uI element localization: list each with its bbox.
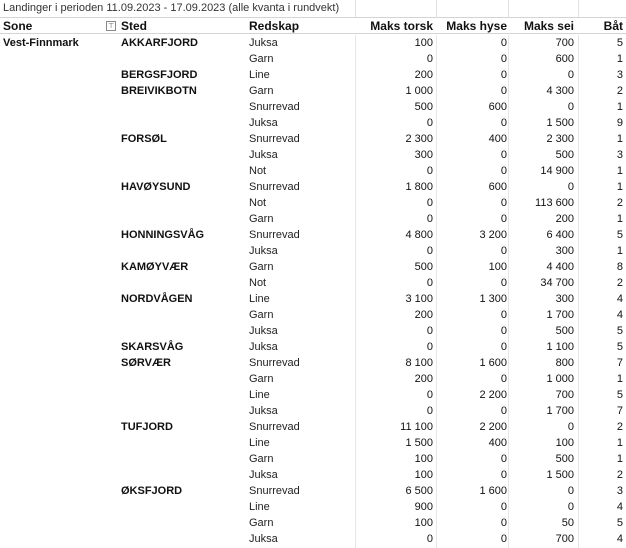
cell-maks-hyse: 0 <box>500 165 507 177</box>
cell-sted: SKARSVÅG <box>121 341 184 353</box>
cell-maks-hyse: 0 <box>500 53 507 65</box>
cell-maks-sei: 0 <box>567 69 574 81</box>
table-row <box>0 259 626 275</box>
cell-bat: 8 <box>616 261 623 273</box>
column-header-maks-hyse[interactable]: Maks hyse <box>446 19 507 33</box>
cell-maks-sei: 500 <box>555 149 574 161</box>
table-row <box>0 339 626 355</box>
cell-redskap: Snurrevad <box>249 421 300 433</box>
column-header-maks-torsk[interactable]: Maks torsk <box>370 19 433 33</box>
cell-redskap: Not <box>249 165 267 177</box>
column-header-sted[interactable]: Sted <box>121 19 148 33</box>
cell-maks-sei: 4 400 <box>546 261 574 273</box>
cell-maks-torsk: 8 100 <box>405 357 433 369</box>
cell-maks-sei: 0 <box>567 101 574 113</box>
cell-bat: 2 <box>616 85 623 97</box>
table-row <box>0 131 626 147</box>
cell-maks-torsk: 100 <box>414 453 433 465</box>
cell-maks-torsk: 500 <box>414 101 433 113</box>
cell-bat: 7 <box>616 405 623 417</box>
cell-maks-torsk: 0 <box>426 197 433 209</box>
cell-bat: 1 <box>616 101 623 113</box>
cell-maks-torsk: 300 <box>414 149 433 161</box>
cell-maks-hyse: 1 600 <box>479 485 507 497</box>
table-row <box>0 515 626 531</box>
cell-maks-hyse: 400 <box>488 133 507 145</box>
table-row <box>0 147 626 163</box>
table-row <box>0 419 626 435</box>
cell-redskap: Juksa <box>249 37 278 49</box>
table-row <box>0 499 626 515</box>
column-header-maks-sei[interactable]: Maks sei <box>523 19 574 33</box>
cell-bat: 5 <box>616 325 623 337</box>
table-row <box>0 243 626 259</box>
cell-bat: 1 <box>616 133 623 145</box>
cell-bat: 5 <box>616 229 623 241</box>
cell-maks-sei: 0 <box>567 501 574 513</box>
report-title: Landinger i perioden 11.09.2023 - 17.09.2023 (alle kvanta i rundvekt) <box>3 2 340 14</box>
cell-maks-hyse: 0 <box>500 85 507 97</box>
table-row <box>0 531 626 547</box>
cell-maks-hyse: 2 200 <box>479 389 507 401</box>
cell-maks-sei: 1 700 <box>546 405 574 417</box>
table-row <box>0 387 626 403</box>
cell-maks-hyse: 600 <box>488 101 507 113</box>
cell-maks-hyse: 0 <box>500 533 507 545</box>
column-header-sone[interactable]: Sone <box>3 19 33 33</box>
title-divider <box>508 0 509 17</box>
cell-maks-hyse: 0 <box>500 325 507 337</box>
cell-maks-sei: 0 <box>567 421 574 433</box>
cell-maks-sei: 800 <box>555 357 574 369</box>
cell-bat: 5 <box>616 37 623 49</box>
table-header <box>0 17 626 34</box>
cell-bat: 2 <box>616 421 623 433</box>
cell-redskap: Juksa <box>249 405 278 417</box>
cell-redskap: Juksa <box>249 325 278 337</box>
table-row <box>0 467 626 483</box>
table-row <box>0 483 626 499</box>
cell-maks-sei: 1 000 <box>546 373 574 385</box>
cell-maks-torsk: 3 100 <box>405 293 433 305</box>
cell-maks-sei: 1 500 <box>546 117 574 129</box>
cell-bat: 1 <box>616 245 623 257</box>
cell-sted: FORSØL <box>121 133 167 145</box>
cell-bat: 1 <box>616 373 623 385</box>
cell-bat: 1 <box>616 437 623 449</box>
cell-maks-sei: 1 500 <box>546 469 574 481</box>
cell-redskap: Garn <box>249 213 274 225</box>
cell-maks-sei: 0 <box>567 181 574 193</box>
cell-maks-sei: 300 <box>555 245 574 257</box>
cell-maks-sei: 700 <box>555 37 574 49</box>
cell-maks-hyse: 0 <box>500 213 507 225</box>
cell-sted: BREIVIKBOTN <box>121 85 197 97</box>
cell-redskap: Snurrevad <box>249 133 300 145</box>
cell-maks-torsk: 200 <box>414 69 433 81</box>
cell-redskap: Garn <box>249 261 274 273</box>
cell-maks-hyse: 0 <box>500 469 507 481</box>
cell-redskap: Juksa <box>249 117 278 129</box>
table-row <box>0 451 626 467</box>
cell-maks-hyse: 0 <box>500 69 507 81</box>
cell-maks-hyse: 0 <box>500 197 507 209</box>
cell-maks-hyse: 0 <box>500 501 507 513</box>
table-row <box>0 291 626 307</box>
table-row <box>0 403 626 419</box>
cell-sted: BERGSFJORD <box>121 69 198 81</box>
cell-maks-torsk: 0 <box>426 245 433 257</box>
cell-maks-torsk: 0 <box>426 277 433 289</box>
cell-maks-torsk: 0 <box>426 165 433 177</box>
cell-maks-hyse: 3 200 <box>479 229 507 241</box>
title-divider <box>355 0 356 17</box>
cell-bat: 5 <box>616 517 623 529</box>
cell-maks-sei: 0 <box>567 485 574 497</box>
cell-maks-torsk: 900 <box>414 501 433 513</box>
cell-maks-torsk: 1 500 <box>405 437 433 449</box>
cell-maks-torsk: 0 <box>426 213 433 225</box>
cell-redskap: Juksa <box>249 533 278 545</box>
cell-maks-torsk: 0 <box>426 325 433 337</box>
cell-maks-hyse: 0 <box>500 373 507 385</box>
cell-maks-torsk: 1 800 <box>405 181 433 193</box>
cell-maks-sei: 100 <box>555 437 574 449</box>
filter-icon[interactable]: ⊤ <box>107 23 115 30</box>
table-row <box>0 307 626 323</box>
cell-maks-torsk: 0 <box>426 53 433 65</box>
cell-maks-sei: 50 <box>561 517 574 529</box>
cell-bat: 2 <box>616 277 623 289</box>
cell-maks-torsk: 0 <box>426 389 433 401</box>
cell-redskap: Garn <box>249 85 274 97</box>
cell-bat: 4 <box>616 501 623 513</box>
cell-maks-sei: 500 <box>555 453 574 465</box>
cell-maks-hyse: 0 <box>500 245 507 257</box>
report-title-bar <box>0 0 626 17</box>
cell-maks-hyse: 0 <box>500 117 507 129</box>
cell-maks-torsk: 0 <box>426 533 433 545</box>
column-header-bat[interactable]: Båt <box>603 19 623 33</box>
cell-maks-torsk: 4 800 <box>405 229 433 241</box>
cell-sted: ØKSFJORD <box>121 485 183 497</box>
table-row <box>0 355 626 371</box>
cell-maks-hyse: 0 <box>500 405 507 417</box>
cell-maks-hyse: 1 300 <box>479 293 507 305</box>
cell-redskap: Not <box>249 277 267 289</box>
cell-maks-sei: 300 <box>555 293 574 305</box>
cell-maks-torsk: 0 <box>426 341 433 353</box>
cell-bat: 3 <box>616 149 623 161</box>
table-row <box>0 115 626 131</box>
cell-redskap: Snurrevad <box>249 181 300 193</box>
cell-redskap: Garn <box>249 453 274 465</box>
table-row <box>0 179 626 195</box>
cell-sone: Vest-Finnmark <box>3 37 79 49</box>
cell-redskap: Line <box>249 389 270 401</box>
cell-redskap: Garn <box>249 309 274 321</box>
cell-redskap: Juksa <box>249 469 278 481</box>
cell-redskap: Garn <box>249 517 274 529</box>
cell-sted: AKKARFJORD <box>121 37 198 49</box>
cell-redskap: Line <box>249 293 270 305</box>
table-row <box>0 51 626 67</box>
cell-redskap: Juksa <box>249 341 278 353</box>
table-row <box>0 35 626 51</box>
cell-bat: 1 <box>616 181 623 193</box>
cell-sted: KAMØYVÆR <box>121 261 189 273</box>
cell-maks-hyse: 0 <box>500 37 507 49</box>
column-header-redskap[interactable]: Redskap <box>249 19 300 33</box>
cell-bat: 2 <box>616 469 623 481</box>
cell-bat: 5 <box>616 341 623 353</box>
cell-maks-hyse: 0 <box>500 341 507 353</box>
cell-bat: 7 <box>616 357 623 369</box>
cell-maks-sei: 500 <box>555 325 574 337</box>
title-divider <box>436 0 437 17</box>
cell-redskap: Snurrevad <box>249 229 300 241</box>
cell-redskap: Line <box>249 69 270 81</box>
cell-maks-hyse: 600 <box>488 181 507 193</box>
cell-sted: SØRVÆR <box>121 357 171 369</box>
cell-bat: 4 <box>616 309 623 321</box>
title-divider <box>578 0 579 17</box>
cell-bat: 9 <box>616 117 623 129</box>
cell-maks-torsk: 200 <box>414 373 433 385</box>
cell-bat: 1 <box>616 53 623 65</box>
cell-maks-sei: 34 700 <box>540 277 574 289</box>
cell-redskap: Snurrevad <box>249 101 300 113</box>
cell-maks-sei: 6 400 <box>546 229 574 241</box>
cell-bat: 4 <box>616 293 623 305</box>
table-row <box>0 275 626 291</box>
cell-redskap: Garn <box>249 373 274 385</box>
cell-maks-hyse: 0 <box>500 453 507 465</box>
cell-maks-sei: 1 100 <box>546 341 574 353</box>
table-row <box>0 83 626 99</box>
cell-maks-sei: 14 900 <box>540 165 574 177</box>
cell-bat: 1 <box>616 165 623 177</box>
cell-maks-sei: 200 <box>555 213 574 225</box>
table-row <box>0 211 626 227</box>
table-row <box>0 99 626 115</box>
cell-sted: NORDVÅGEN <box>121 293 193 305</box>
cell-maks-torsk: 0 <box>426 405 433 417</box>
cell-bat: 2 <box>616 197 623 209</box>
cell-maks-hyse: 2 200 <box>479 421 507 433</box>
cell-maks-hyse: 0 <box>500 149 507 161</box>
cell-redskap: Juksa <box>249 245 278 257</box>
cell-maks-hyse: 0 <box>500 309 507 321</box>
cell-maks-torsk: 0 <box>426 117 433 129</box>
cell-maks-torsk: 500 <box>414 261 433 273</box>
table-row <box>0 323 626 339</box>
cell-maks-torsk: 100 <box>414 517 433 529</box>
cell-maks-torsk: 6 500 <box>405 485 433 497</box>
cell-maks-torsk: 100 <box>414 37 433 49</box>
cell-sted: TUFJORD <box>121 421 173 433</box>
table-row <box>0 435 626 451</box>
cell-bat: 3 <box>616 485 623 497</box>
cell-redskap: Snurrevad <box>249 485 300 497</box>
table-row <box>0 163 626 179</box>
table-row <box>0 67 626 83</box>
cell-sted: HAVØYSUND <box>121 181 191 193</box>
cell-bat: 5 <box>616 389 623 401</box>
cell-redskap: Snurrevad <box>249 357 300 369</box>
cell-bat: 1 <box>616 213 623 225</box>
cell-maks-sei: 2 300 <box>546 133 574 145</box>
table-row <box>0 371 626 387</box>
cell-maks-hyse: 100 <box>488 261 507 273</box>
cell-redskap: Garn <box>249 53 274 65</box>
cell-bat: 4 <box>616 533 623 545</box>
cell-maks-sei: 600 <box>555 53 574 65</box>
cell-maks-sei: 700 <box>555 533 574 545</box>
cell-maks-torsk: 2 300 <box>405 133 433 145</box>
table-row <box>0 195 626 211</box>
cell-maks-torsk: 200 <box>414 309 433 321</box>
cell-maks-sei: 113 600 <box>535 197 574 209</box>
cell-maks-torsk: 11 100 <box>400 421 433 433</box>
cell-redskap: Not <box>249 197 267 209</box>
cell-maks-sei: 1 700 <box>546 309 574 321</box>
cell-sted: HONNINGSVÅG <box>121 229 205 241</box>
cell-maks-hyse: 0 <box>500 517 507 529</box>
cell-maks-torsk: 1 000 <box>405 85 433 97</box>
cell-maks-sei: 4 300 <box>546 85 574 97</box>
cell-maks-hyse: 0 <box>500 277 507 289</box>
table-row <box>0 227 626 243</box>
cell-bat: 1 <box>616 453 623 465</box>
cell-redskap: Line <box>249 501 270 513</box>
cell-maks-sei: 700 <box>555 389 574 401</box>
cell-bat: 3 <box>616 69 623 81</box>
cell-maks-hyse: 1 600 <box>479 357 507 369</box>
cell-maks-torsk: 100 <box>414 469 433 481</box>
cell-maks-hyse: 400 <box>488 437 507 449</box>
cell-redskap: Line <box>249 437 270 449</box>
cell-redskap: Juksa <box>249 149 278 161</box>
